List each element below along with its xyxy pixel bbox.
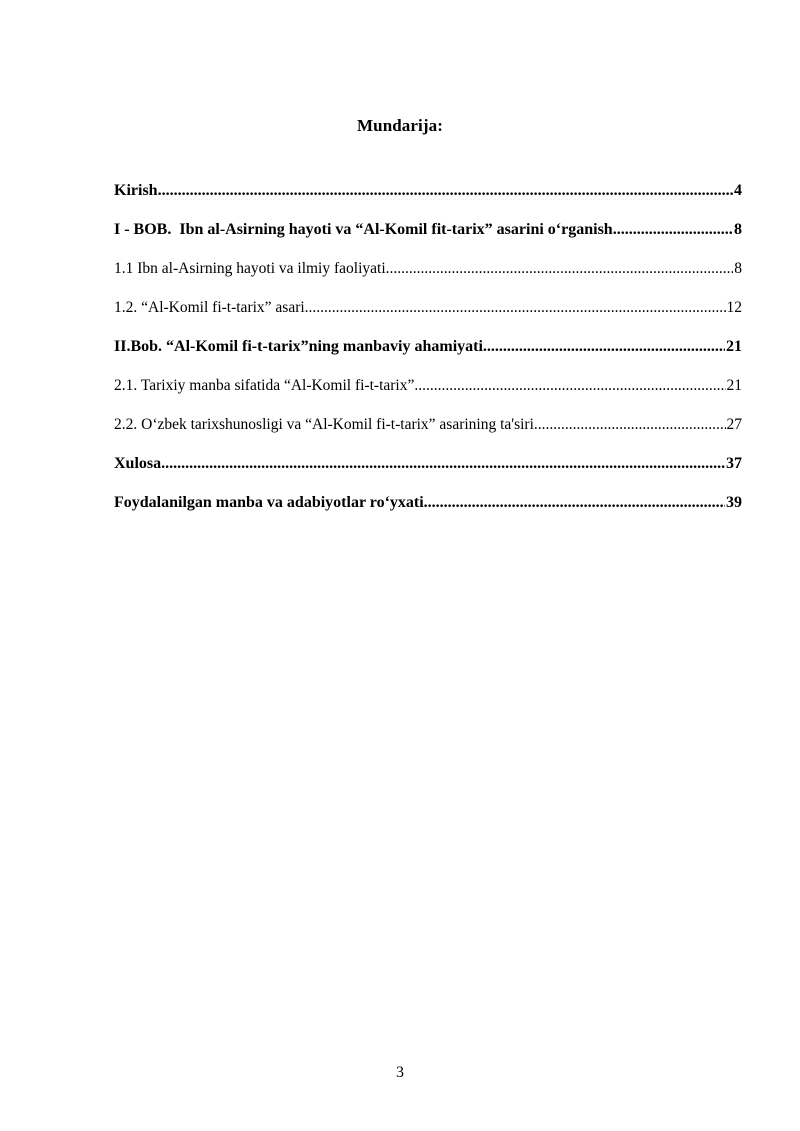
toc-entry-label: 1.1 Ibn al-Asirning hayoti va ilmiy faoliyati bbox=[114, 260, 386, 277]
toc-entry-label: I - BOB. Ibn al-Asirning hayoti va “Al-Komil fit-tarix” asarini o‘rganish bbox=[114, 221, 613, 238]
toc-entry-label: Kirish bbox=[114, 182, 158, 199]
toc-entry-section-1-2[interactable] bbox=[114, 297, 742, 336]
toc-dot-leader bbox=[483, 336, 725, 358]
toc-entry-kirish[interactable] bbox=[114, 180, 742, 219]
toc-dot-leader bbox=[613, 219, 733, 241]
toc-entry-label: 2.1. Tarixiy manba sifatida “Al-Komil fi-t-tarix” bbox=[114, 377, 415, 394]
toc-entry-label: Foydalanilgan manba va adabiyotlar ro‘yxati bbox=[114, 494, 424, 511]
toc-entry-page: 39 bbox=[726, 494, 742, 511]
page-title: Mundarija: bbox=[357, 116, 443, 135]
toc-entry-page: 4 bbox=[734, 182, 742, 199]
toc-entry-section-1-1[interactable] bbox=[114, 258, 742, 297]
toc-dot-leader bbox=[534, 414, 726, 436]
toc-entry-page: 21 bbox=[726, 377, 742, 394]
toc-dot-leader bbox=[161, 453, 725, 475]
toc-dot-leader bbox=[414, 375, 725, 397]
toc-entry-bibliography[interactable] bbox=[114, 492, 742, 531]
toc-entry-page: 21 bbox=[726, 338, 742, 355]
toc-dot-leader bbox=[305, 297, 726, 319]
toc-entry-page: 27 bbox=[726, 416, 742, 433]
toc-entry-chapter-2[interactable] bbox=[114, 336, 742, 375]
toc-entry-page: 12 bbox=[726, 299, 742, 316]
table-of-contents bbox=[114, 180, 742, 531]
toc-entry-page: 37 bbox=[726, 455, 742, 472]
toc-entry-page: 8 bbox=[734, 221, 742, 238]
toc-entry-label: II.Bob. “Al-Komil fi-t-tarix”ning manbaviy ahamiyati bbox=[114, 338, 483, 355]
page-number: 3 bbox=[396, 1064, 404, 1081]
toc-entry-section-2-2[interactable] bbox=[114, 414, 742, 453]
toc-dot-leader bbox=[386, 258, 734, 280]
toc-entry-chapter-1[interactable] bbox=[114, 219, 742, 258]
toc-entry-label: 1.2. “Al-Komil fi-t-tarix” asari bbox=[114, 299, 305, 316]
toc-entry-xulosa[interactable] bbox=[114, 453, 742, 492]
toc-entry-label: Xulosa bbox=[114, 455, 162, 472]
toc-entry-section-2-1[interactable] bbox=[114, 375, 742, 414]
toc-dot-leader bbox=[424, 492, 725, 514]
toc-entry-page: 8 bbox=[734, 260, 742, 277]
toc-dot-leader bbox=[158, 180, 733, 202]
toc-entry-label: 2.2. O‘zbek tarixshunosligi va “Al-Komil fi-t-tarix” asarining ta'siri bbox=[114, 416, 534, 433]
